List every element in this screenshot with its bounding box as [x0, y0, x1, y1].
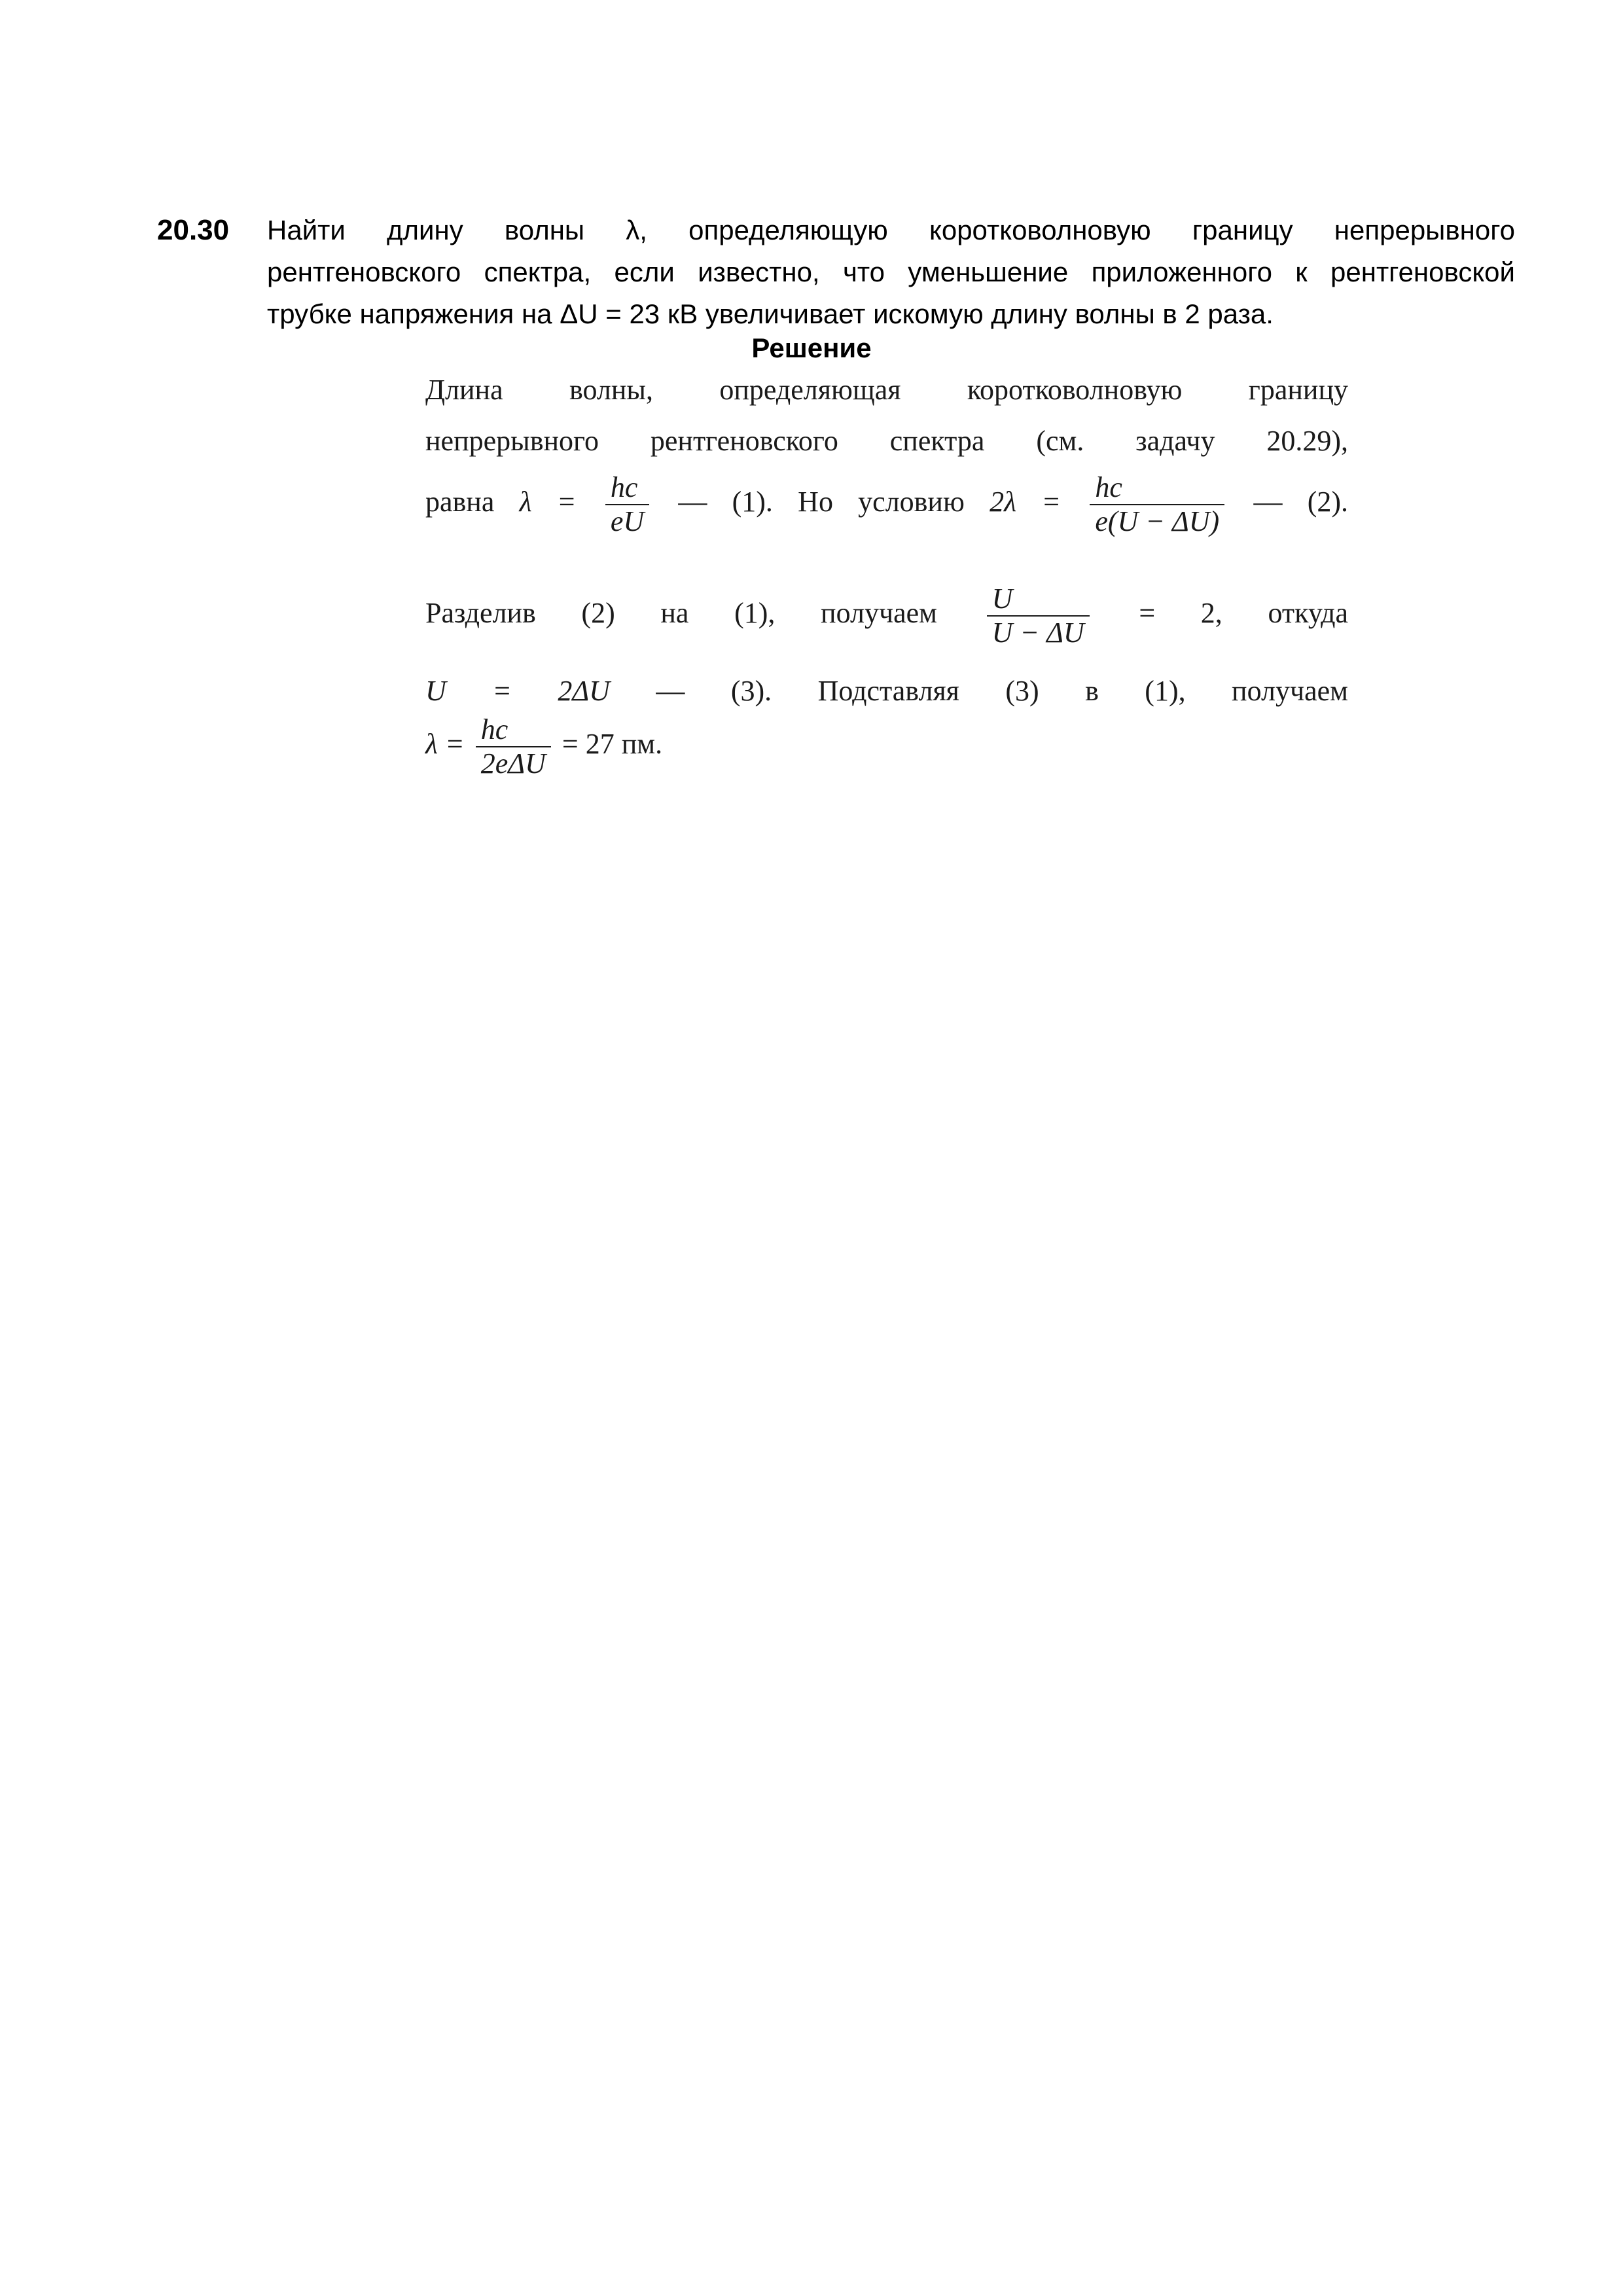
fraction	[1090, 471, 1224, 538]
formula-lhs: λ =	[425, 728, 465, 761]
solution-line-formula-2	[425, 583, 1348, 649]
solution-line-formula-3	[425, 674, 1348, 708]
problem-line: трубке напряжения на ΔU = 23 кВ увеличивает искомую длину волны в 2 раза.	[267, 298, 1274, 329]
solution-line-formula-4	[425, 713, 1348, 780]
fraction-numerator: U	[991, 583, 1013, 615]
formula-lhs: λ =	[519, 486, 577, 518]
fraction-numerator: hc	[480, 713, 508, 745]
problem-line: Найти длину волны λ, определяющую коротковолновую границу непрерывного	[267, 215, 1515, 245]
fraction	[476, 713, 551, 780]
fraction-denominator: 2eΔU	[476, 746, 551, 780]
fraction-numerator: hc	[1095, 471, 1122, 503]
fraction-denominator: e(U − ΔU)	[1090, 504, 1224, 538]
solution-heading: Решение	[751, 332, 872, 363]
fraction	[605, 471, 649, 538]
problem-number: 20.30	[157, 214, 230, 246]
text-segment: — (1). Но условию	[678, 486, 965, 518]
text-segment: — (3). Подставляя (3) в (1), получаем	[656, 675, 1348, 707]
formula-rhs: = 27 пм.	[562, 728, 663, 761]
solution-line: непрерывного рентгеновского спектра (см. задачу 20.29),	[425, 425, 1348, 457]
problem-line: рентгеновского спектра, если известно, что уменьшение приложенного к рентгеновской	[267, 257, 1515, 287]
solution-line-formula-1	[425, 471, 1348, 538]
fraction	[987, 583, 1090, 649]
fraction-numerator: hc	[610, 471, 638, 503]
formula-rhs: = 2,	[1139, 597, 1222, 630]
text-segment: — (2).	[1253, 486, 1348, 518]
formula-lhs: 2λ =	[990, 486, 1061, 518]
solution-line: Длина волны, определяющая коротковолновую границу	[425, 374, 1348, 406]
text-segment: откуда	[1268, 597, 1348, 630]
text-segment: равна	[425, 486, 495, 518]
problem-statement	[267, 209, 1515, 335]
fraction-denominator: eU	[605, 504, 649, 538]
text-segment: Разделив (2) на (1), получаем	[425, 597, 937, 630]
fraction-denominator: U − ΔU	[987, 615, 1090, 649]
formula: U = 2ΔU	[425, 675, 610, 707]
